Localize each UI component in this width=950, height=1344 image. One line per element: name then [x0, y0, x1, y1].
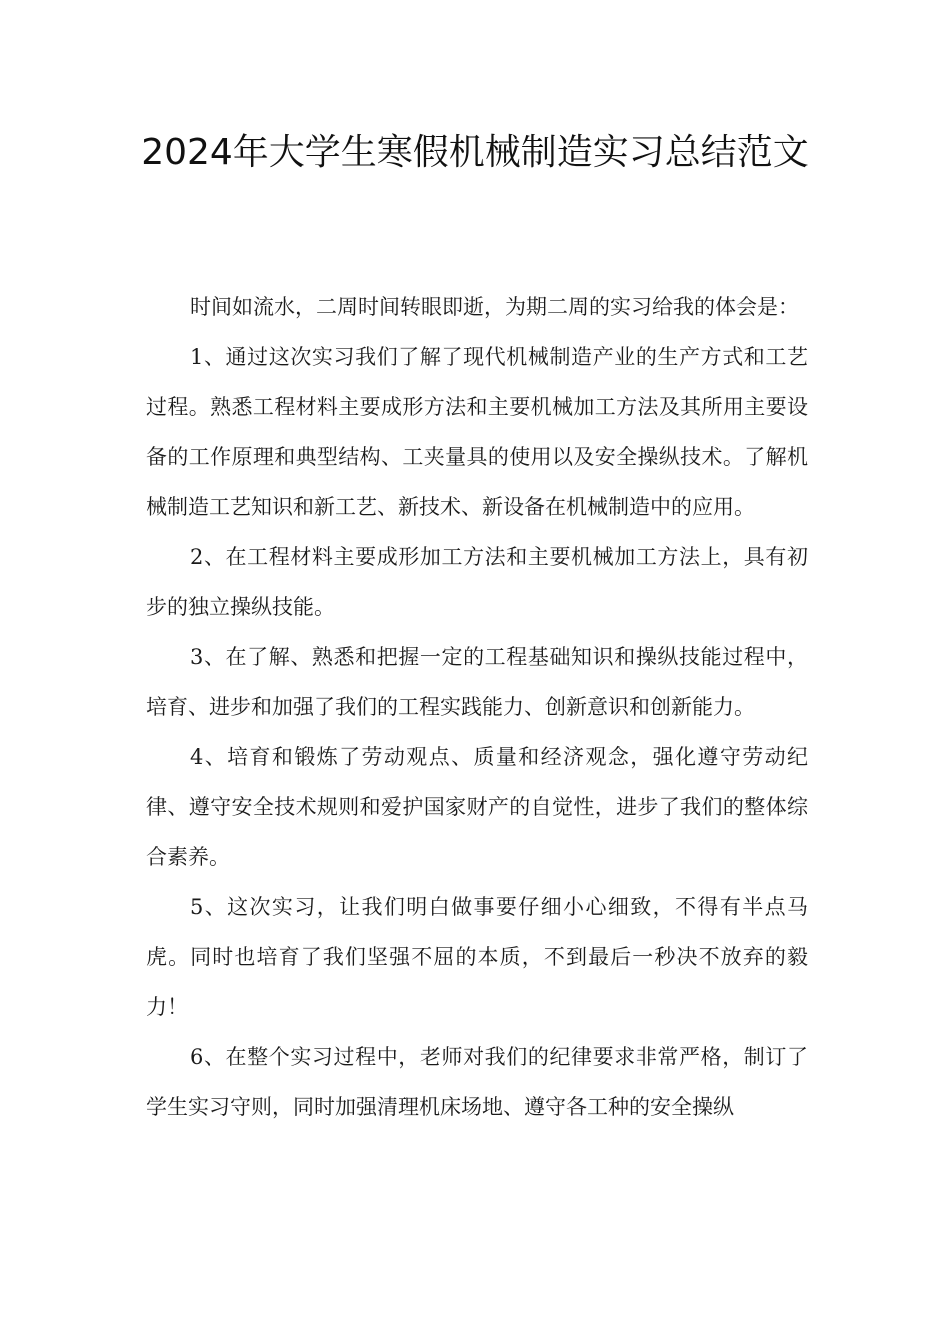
paragraph-item-4: 4、培育和锻炼了劳动观点、质量和经济观念，强化遵守劳动纪律、遵守安全技术规则和爱护国家财产的自觉性，进步了我们的整体综合素养。 — [146, 745, 808, 869]
paragraph-item-6: 6、在整个实习过程中，老师对我们的纪律要求非常严格，制订了学生实习守则，同时加强清理机床场地、遵守各工种的安全操纵 — [146, 1045, 808, 1119]
document-title: 2024年大学生寒假机械制造实习总结范文 — [141, 132, 809, 173]
paragraph-item-3: 3、在了解、熟悉和把握一定的工程基础知识和操纵技能过程中，培育、进步和加强了我们的工程实践能力、创新意识和创新能力。 — [146, 645, 808, 719]
document-body — [146, 282, 808, 1132]
paragraph-item-5: 5、这次实习，让我们明白做事要仔细小心细致，不得有半点马虎。同时也培育了我们坚强不屈的本质，不到最后一秒决不放弃的毅力！ — [146, 895, 808, 1019]
paragraph-item-1: 1、通过这次实习我们了解了现代机械制造产业的生产方式和工艺过程。熟悉工程材料主要成形方法和主要机械加工方法及其所用主要设备的工作原理和典型结构、工夹量具的使用以及安全操纵技术。了解机械制造工艺知识和新工艺、新技术、新设备在机械制造中的应用。 — [146, 345, 808, 519]
paragraph-intro: 时间如流水，二周时间转眼即逝，为期二周的实习给我的体会是： — [190, 295, 799, 319]
paragraph-item-2: 2、在工程材料主要成形加工方法和主要机械加工方法上，具有初步的独立操纵技能。 — [146, 545, 808, 619]
